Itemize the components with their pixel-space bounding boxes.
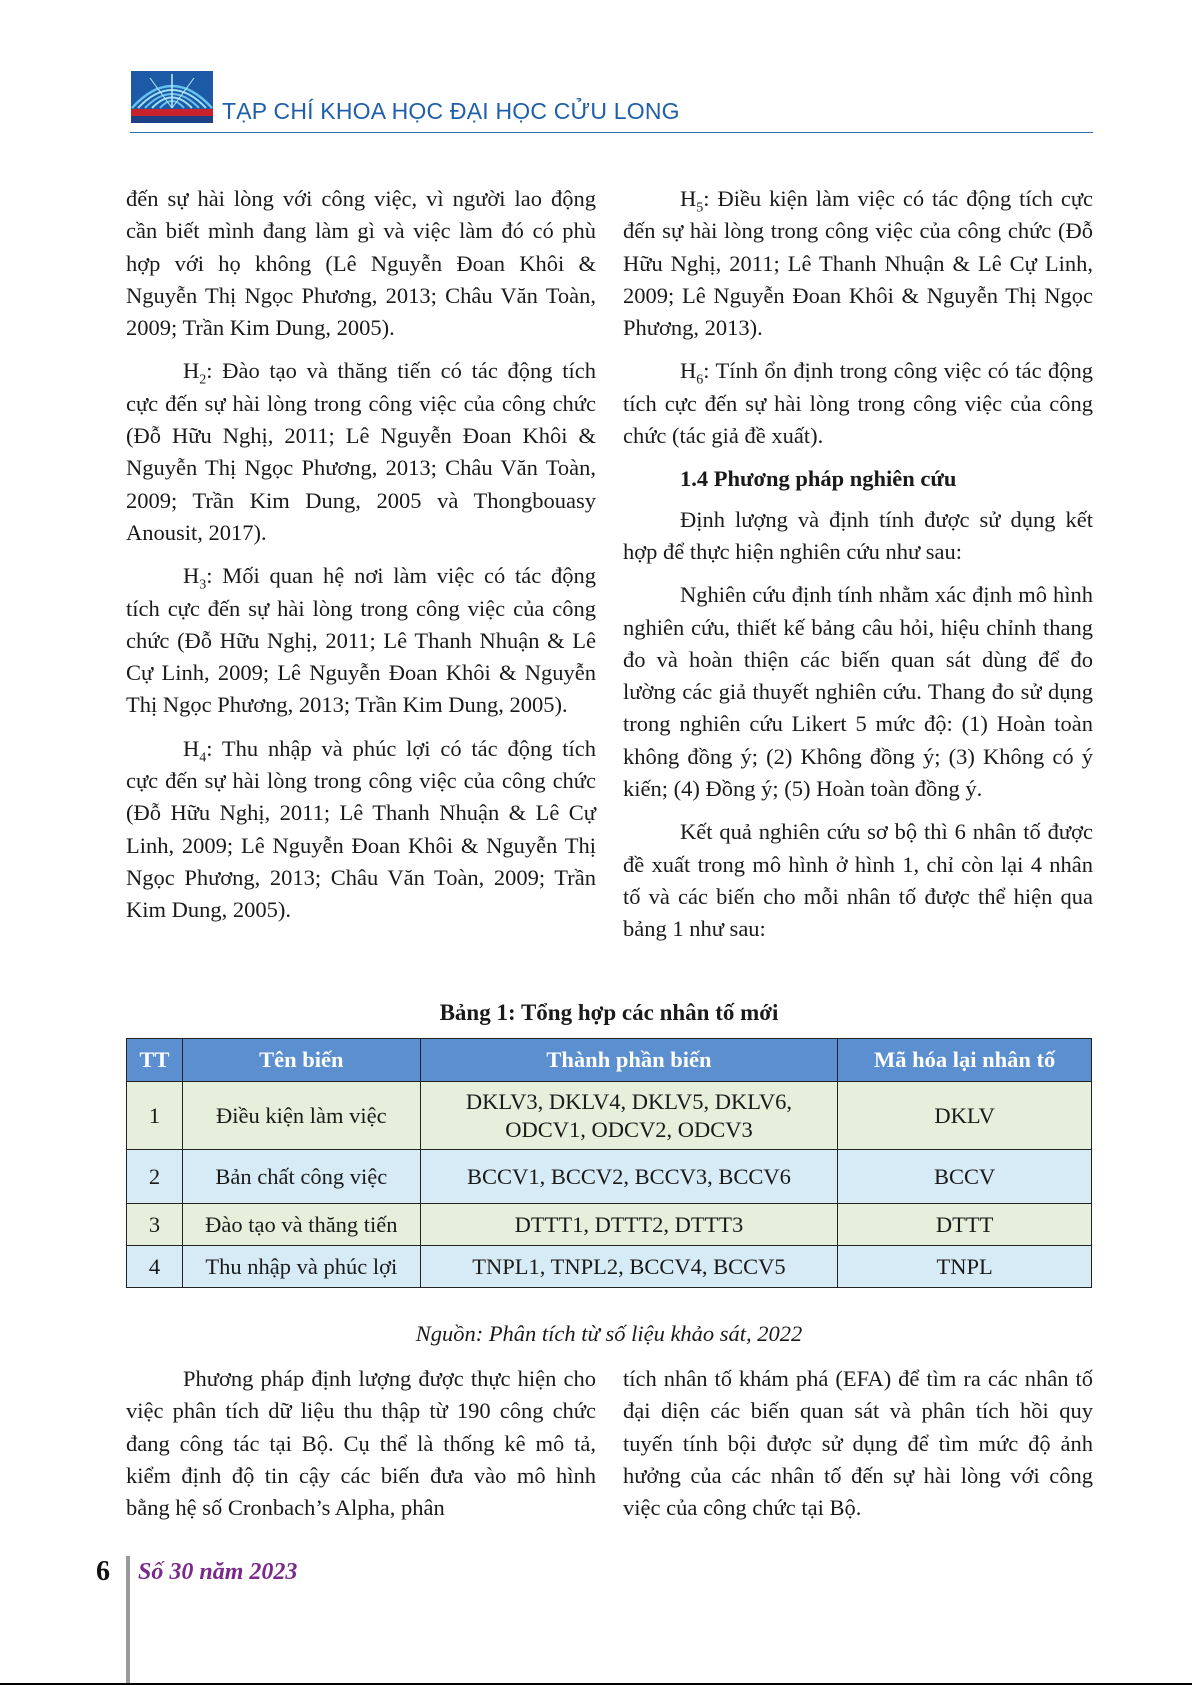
table-caption: Bảng 1: Tổng hợp các nhân tố mới [439,1000,779,1025]
table-row [127,1246,1092,1288]
hypothesis-subscript: 4 [199,750,207,766]
cell-variable-name: Bản chất công việc [182,1150,420,1204]
hypothesis-text: : Tính ổn định trong công việc có tác động tích cực đến sự hài lòng trong công việc của công chức (tác giả đề xuất). [623,358,1093,449]
hypothesis-text: : Đào tạo và thăng tiến có tác động tích cực đến sự hài lòng trong công việc của công chức (Đỗ Hữu Nghị, 2011; Lê Nguyễn Đoan Khôi & Nguyễn Thị Ngọc Phương, 2013; Châu Văn Toàn, 2009; Trần Kim Dung, 2005 và Thongbouasy Anousit, 2017). [126,358,596,545]
hypothesis-label: H [680,358,697,384]
hypothesis-subscript: 6 [696,372,704,388]
hypothesis-text: : Điều kiện làm việc có tác động tích cực đến sự hài lòng trong công việc của công chức (Đỗ Hữu Nghị, 2011; Lê Thanh Nhuận & Lê Cự Linh, 2009; Lê Nguyễn Đoan Khôi & Nguyễn Thị Ngọc Phương, 2013). [623,186,1093,341]
cell-tt: 4 [127,1246,183,1288]
cell-variable-name: Thu nhập và phúc lợi [182,1246,420,1288]
cell-recoded-factor: DKLV [838,1082,1092,1150]
cell-tt: 1 [127,1082,183,1150]
section-heading: 1.4 Phương pháp nghiên cứu [680,466,957,492]
left-column [126,183,596,938]
cell-tt: 3 [127,1204,183,1246]
table-source: Nguồn: Phân tích từ số liệu khảo sát, 2022 [415,1321,803,1346]
hypothesis-label: H [183,735,200,761]
issue-label: Số 30 năm 2023 [138,1559,298,1585]
cell-recoded-factor: BCCV [838,1150,1092,1204]
bottom-right-column [623,1363,1093,1535]
header-tt: TT [127,1039,183,1082]
factors-table [126,1038,1092,1288]
paragraph: Phương pháp định lượng được thực hiện cho việc phân tích dữ liệu thu thập từ 190 công chức đang công tác tại Bộ. Cụ thể là thống kê mô tả, kiểm định độ tin cậy các biến đưa vào mô hình bằng hệ số Cronbach’s Alpha, phân [126,1366,596,1521]
hypothesis-subscript: 5 [696,200,704,216]
hypothesis-label: H [183,358,200,384]
hypothesis-h5 [623,183,1093,344]
table-row [127,1082,1092,1150]
header-variable-name: Tên biến [182,1039,420,1082]
header-components: Thành phần biến [420,1039,838,1082]
cell-components: BCCV1, BCCV2, BCCV3, BCCV6 [420,1150,838,1204]
bottom-left-column [126,1363,596,1535]
page-number: 6 [96,1556,110,1587]
hypothesis-h3 [126,560,596,721]
hypothesis-text: : Thu nhập và phúc lợi có tác động tích cực đến sự hài lòng trong công việc của công chức (Đỗ Hữu Nghị, 2011; Lê Thanh Nhuận & Lê Cự Linh, 2009; Lê Nguyễn Đoan Khôi & Nguyễn Thị Ngọc Phương, 2013; Châu Văn Toàn, 2009; Trần Kim Dung, 2005). [126,735,596,923]
table-row [127,1150,1092,1204]
right-column [623,183,1093,957]
hypothesis-text: : Mối quan hệ nơi làm việc có tác động tích cực đến sự hài lòng trong công việc của công chức (Đỗ Hữu Nghị, 2011; Lê Thanh Nhuận & Lê Cự Linh, 2009; Lê Nguyễn Đoan Khôi & Nguyễn Thị Ngọc Phương, 2013; Trần Kim Dung, 2005). [126,563,596,718]
cell-recoded-factor: DTTT [838,1204,1092,1246]
cell-components: TNPL1, TNPL2, BCCV4, BCCV5 [420,1246,838,1288]
table-row [127,1204,1092,1246]
hypothesis-h4 [126,733,596,927]
hypothesis-h2 [126,355,596,549]
paragraph: tích nhân tố khám phá (EFA) để tìm ra các nhân tố đại diện các biến quan sát và phân tích hồi quy tuyến tính bội được sử dụng để tìm mức độ ảnh hưởng của các nhân tố đến sự hài lòng với công việc của công chức tại Bộ. [623,1366,1093,1521]
paragraph: Định lượng và định tính được sử dụng kết hợp để thực hiện nghiên cứu như sau: [623,506,1093,564]
hypothesis-h6 [623,355,1093,452]
cell-variable-name: Điều kiện làm việc [182,1082,420,1150]
table-header-row [127,1039,1092,1082]
journal-title: TẠP CHÍ KHOA HỌC ĐẠI HỌC CỬU LONG [222,98,680,124]
cell-components: DKLV3, DKLV4, DKLV5, DKLV6, ODCV1, ODCV2, ODCV3 [420,1082,838,1150]
paragraph: Kết quả nghiên cứu sơ bộ thì 6 nhân tố được đề xuất trong mô hình ở hình 1, chỉ còn lại 4 nhân tố và các biến cho mỗi nhân tố được thể hiện qua bảng 1 như sau: [623,819,1093,942]
hypothesis-label: H [183,563,200,589]
university-logo-icon [130,70,214,124]
paragraph: Nghiên cứu định tính nhằm xác định mô hình nghiên cứu, thiết kế bảng câu hỏi, hiệu chỉnh thang đo và hoàn thiện các biến quan sát dùng để đo lường các giả thuyết nghiên cứu. Thang đo sử dụng trong nghiên cứu Likert 5 mức độ: (1) Hoàn toàn không đồng ý; (2) Không đồng ý; (3) Không có ý kiến; (4) Đồng ý; (5) Hoàn toàn đồng ý. [623,582,1093,802]
cell-components: DTTT1, DTTT2, DTTT3 [420,1204,838,1246]
paragraph: đến sự hài lòng với công việc, vì người lao động cần biết mình đang làm gì và việc làm đó có phù hợp với họ không (Lê Nguyễn Đoan Khôi & Nguyễn Thị Ngọc Phương, 2013; Châu Văn Toàn, 2009; Trần Kim Dung, 2005). [126,186,596,341]
header-recoded-factor: Mã hóa lại nhân tố [838,1039,1092,1082]
hypothesis-subscript: 3 [199,577,207,593]
hypothesis-label: H [680,186,697,211]
journal-header [130,70,1093,133]
cell-recoded-factor: TNPL [838,1246,1092,1288]
cell-tt: 2 [127,1150,183,1204]
hypothesis-subscript: 2 [199,372,207,388]
cell-variable-name: Đào tạo và thăng tiến [182,1204,420,1246]
footer-rule [126,1556,130,1685]
